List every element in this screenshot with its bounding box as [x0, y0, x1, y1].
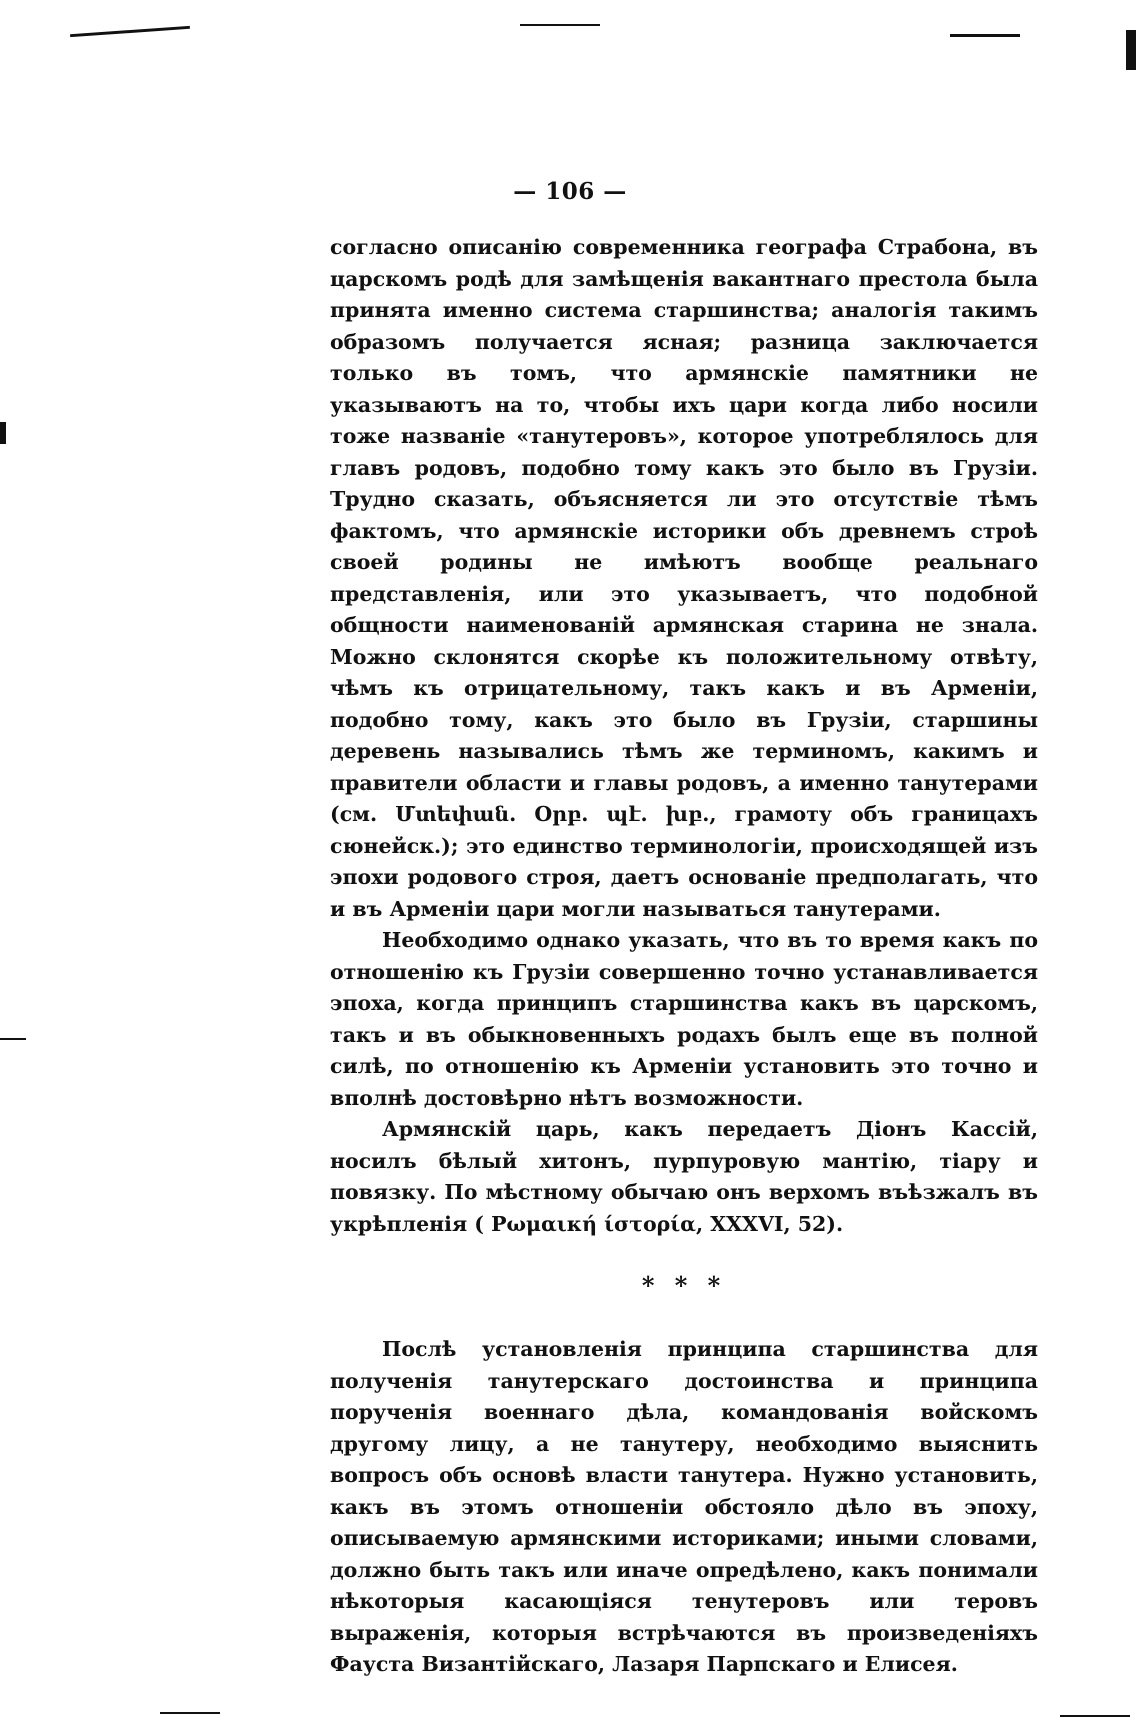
- scan-mark-top-mid: [520, 24, 600, 26]
- scan-mark-top-right: [950, 34, 1020, 37]
- paragraph-2: Необходимо однако указать, что въ то время какъ по отношенію къ Грузіи совершенно точно устанавливается эпоха, когда принципъ старшинства какъ въ царскомъ, такъ и въ обыкновенныхъ родахъ былъ еще въ полной силѣ, по отношенію къ Арменіи установить это точно и вполнѣ достовѣрно нѣтъ возможности.: [330, 928, 1038, 1110]
- scan-mark-top-left: [70, 26, 190, 37]
- body-text: [330, 232, 1038, 1681]
- scan-mark-bottom-left: [160, 1712, 220, 1714]
- paragraph-1: согласно описанію современника географа Страбона, въ царскомъ родѣ для замѣщенія вакантнаго престола была принята именно система старшинства; аналогія такимъ образомъ получается ясная; разница заключается только въ томъ, что армянскіе памятники не указываютъ на то, чтобы ихъ цари когда либо носили тоже названіе «танутеровъ», которое употреблялось для главъ родовъ, подобно тому какъ это было въ Грузіи. Трудно сказать, объясняется ли это отсутствіе тѣмъ фактомъ, что армянскіе историки объ древнемъ строѣ своей родины не имѣютъ вообще реальнаго представленія, или это указываетъ, что подобной общности наименованій армянская старина не знала. Можно склонятся скорѣе къ положительному отвѣту, чѣмъ къ отрицательному, такъ какъ и въ Арменіи, подобно тому, какъ это было въ Грузіи, старшины деревень назывались тѣмъ же терминомъ, какимъ и правители области и главы родовъ, а именно танутерами (см. Մտեփան. Օրբ. պէ. խբ., грамоту объ границахъ сюнейск.); это единство терминологіи, происходящей изъ эпохи родового строя, даетъ основаніе предполагать, что и въ Арменіи цари могли называться танутерами.: [330, 235, 1038, 921]
- paragraph-4: Послѣ установленія принципа старшинства для полученія танутерскаго достоинства и принципа порученія военнаго дѣла, командованія войскомъ другому лицу, а не танутеру, необходимо выяснить вопросъ объ основѣ власти танутера. Нужно установить, какъ въ этомъ отношеніи обстояло дѣло въ эпоху, описываемую армянскими историками; иными словами, должно быть такъ или иначе опредѣлено, какъ понимали нѣкоторыя касающіяся тенутеровъ или теровъ выраженія, которыя встрѣчаются въ произведеніяхъ Фауста Византійскаго, Лазаря Парпскаго и Елисея.: [330, 1337, 1038, 1676]
- paragraph-3: Армянскій царь, какъ передаетъ Діонъ Кассій, носилъ бѣлый хитонъ, пурпуровую мантію, тіару и повязку. По мѣстному обычаю онъ верхомъ въѣзжалъ въ укрѣпленія ( Ρωμαική ίστορία, XXXVI, 52).: [330, 1117, 1038, 1236]
- page-number: — 106 —: [513, 178, 627, 205]
- scan-mark-bottom-right: [1060, 1715, 1130, 1717]
- section-separator: * * *: [641, 1271, 727, 1300]
- scan-mark-left-line: [0, 1038, 26, 1040]
- scan-mark-left-edge: [0, 422, 6, 444]
- scan-mark-right-edge: [1126, 30, 1136, 70]
